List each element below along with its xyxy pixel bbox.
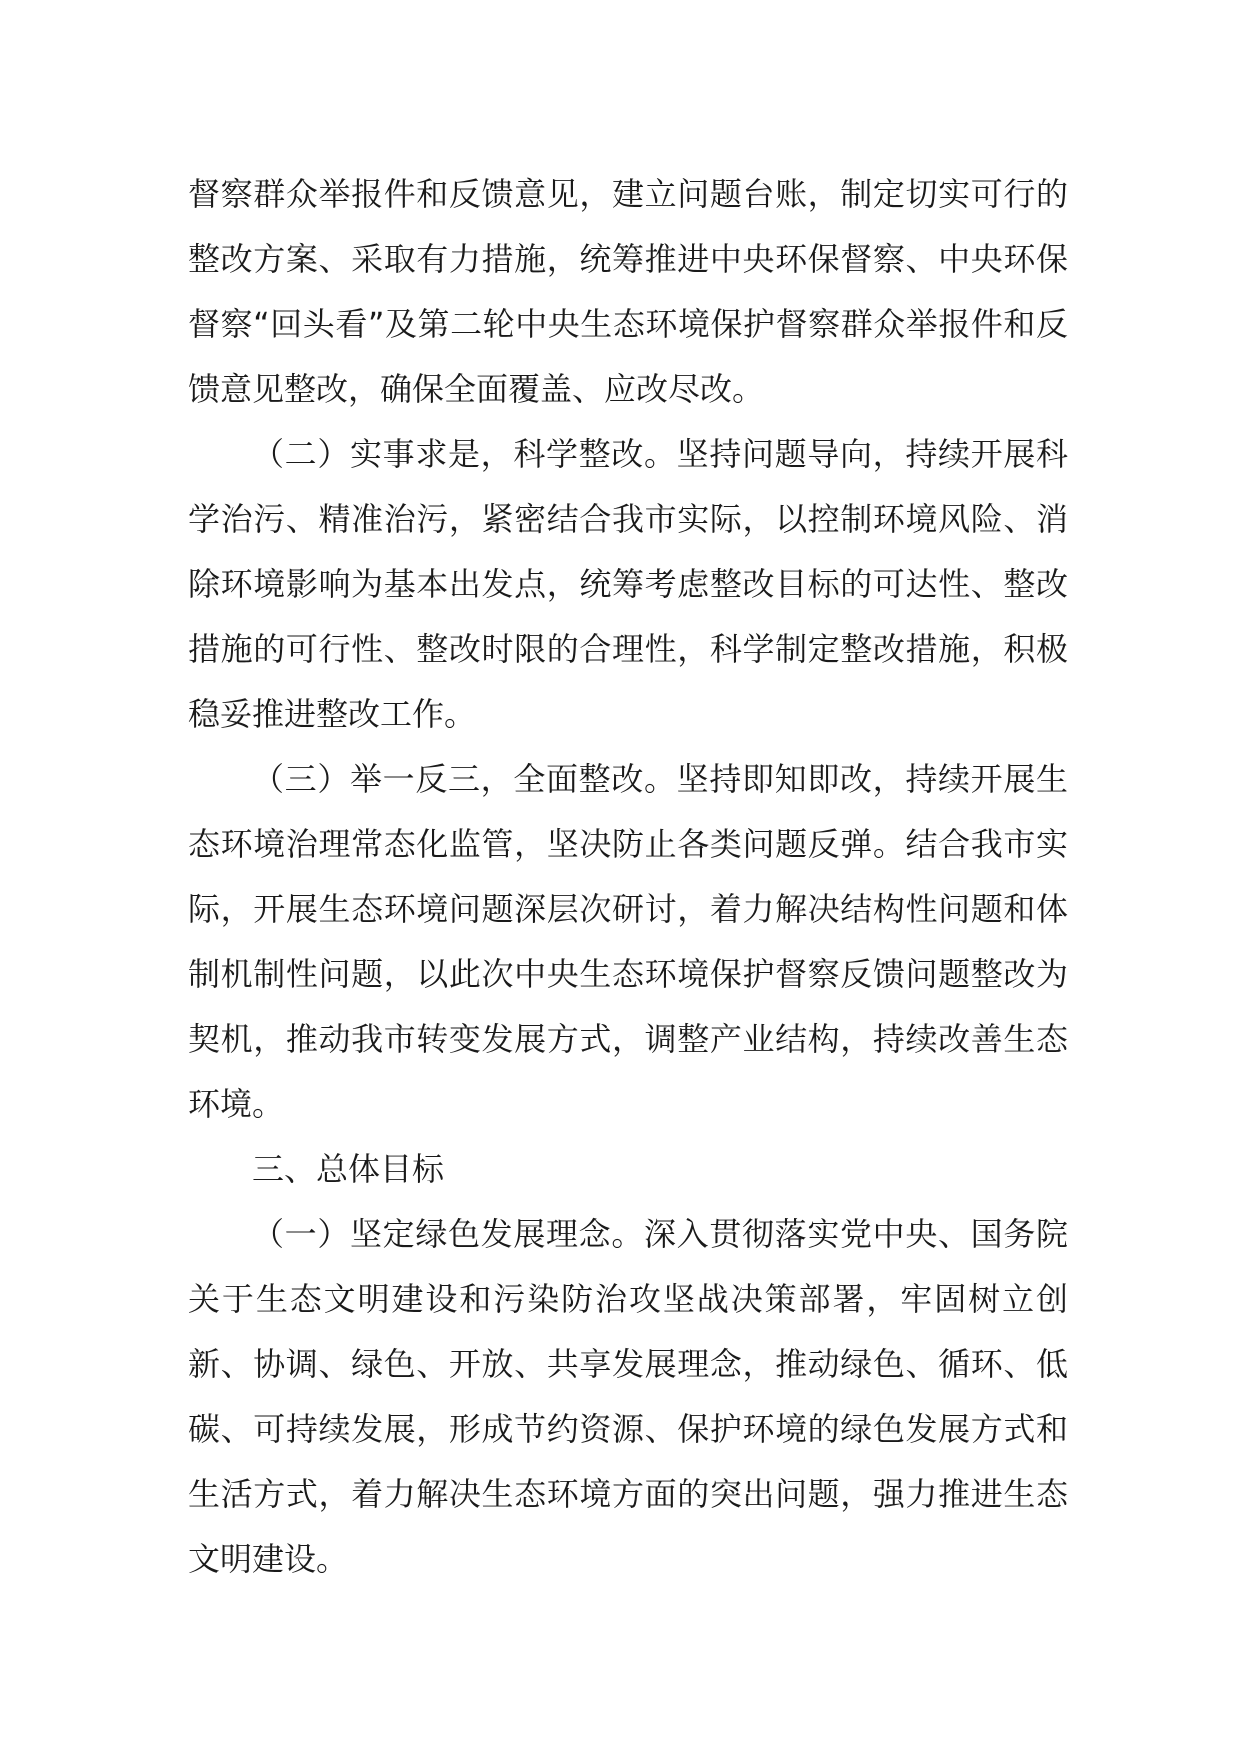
section-heading-3: 三、总体目标 (252, 1150, 445, 1188)
paragraph-section-3-1: （一）坚定绿色发展理念。深入贯彻落实党中央、国务院关于生态文明建设和污染防治攻坚战决策部署，牢固树立创新、协调、绿色、开放、共享发展理念，推动绿色、循环、低碳、可持续发展，形成节约资源、保护环境的绿色发展方式和生活方式，着力解决生态环境方面的突出问题，强力推进生态文明建设。 (188, 1215, 1068, 1578)
paragraph-continuation: 督察群众举报件和反馈意见，建立问题台账，制定切实可行的整改方案、采取有力措施，统筹推进中央环保督察、中央环保督察“回头看”及第二轮中央生态环境保护督察群众举报件和反馈意见整改，确保全面覆盖、应改尽改。 (188, 175, 1068, 408)
paragraph-section-2-2: （二）实事求是，科学整改。坚持问题导向，持续开展科学治污、精准治污，紧密结合我市实际，以控制环境风险、消除环境影响为基本出发点，统筹考虑整改目标的可达性、整改措施的可行性、整改时限的合理性，科学制定整改措施，积极稳妥推进整改工作。 (188, 435, 1068, 733)
paragraph-section-2-3: （三）举一反三，全面整改。坚持即知即改，持续开展生态环境治理常态化监管，坚决防止各类问题反弹。结合我市实际，开展生态环境问题深层次研讨，着力解决结构性问题和体制机制性问题，以此次中央生态环境保护督察反馈问题整改为契机，推动我市转变发展方式，调整产业结构，持续改善生态环境。 (188, 760, 1068, 1123)
document-body (188, 162, 1068, 1592)
